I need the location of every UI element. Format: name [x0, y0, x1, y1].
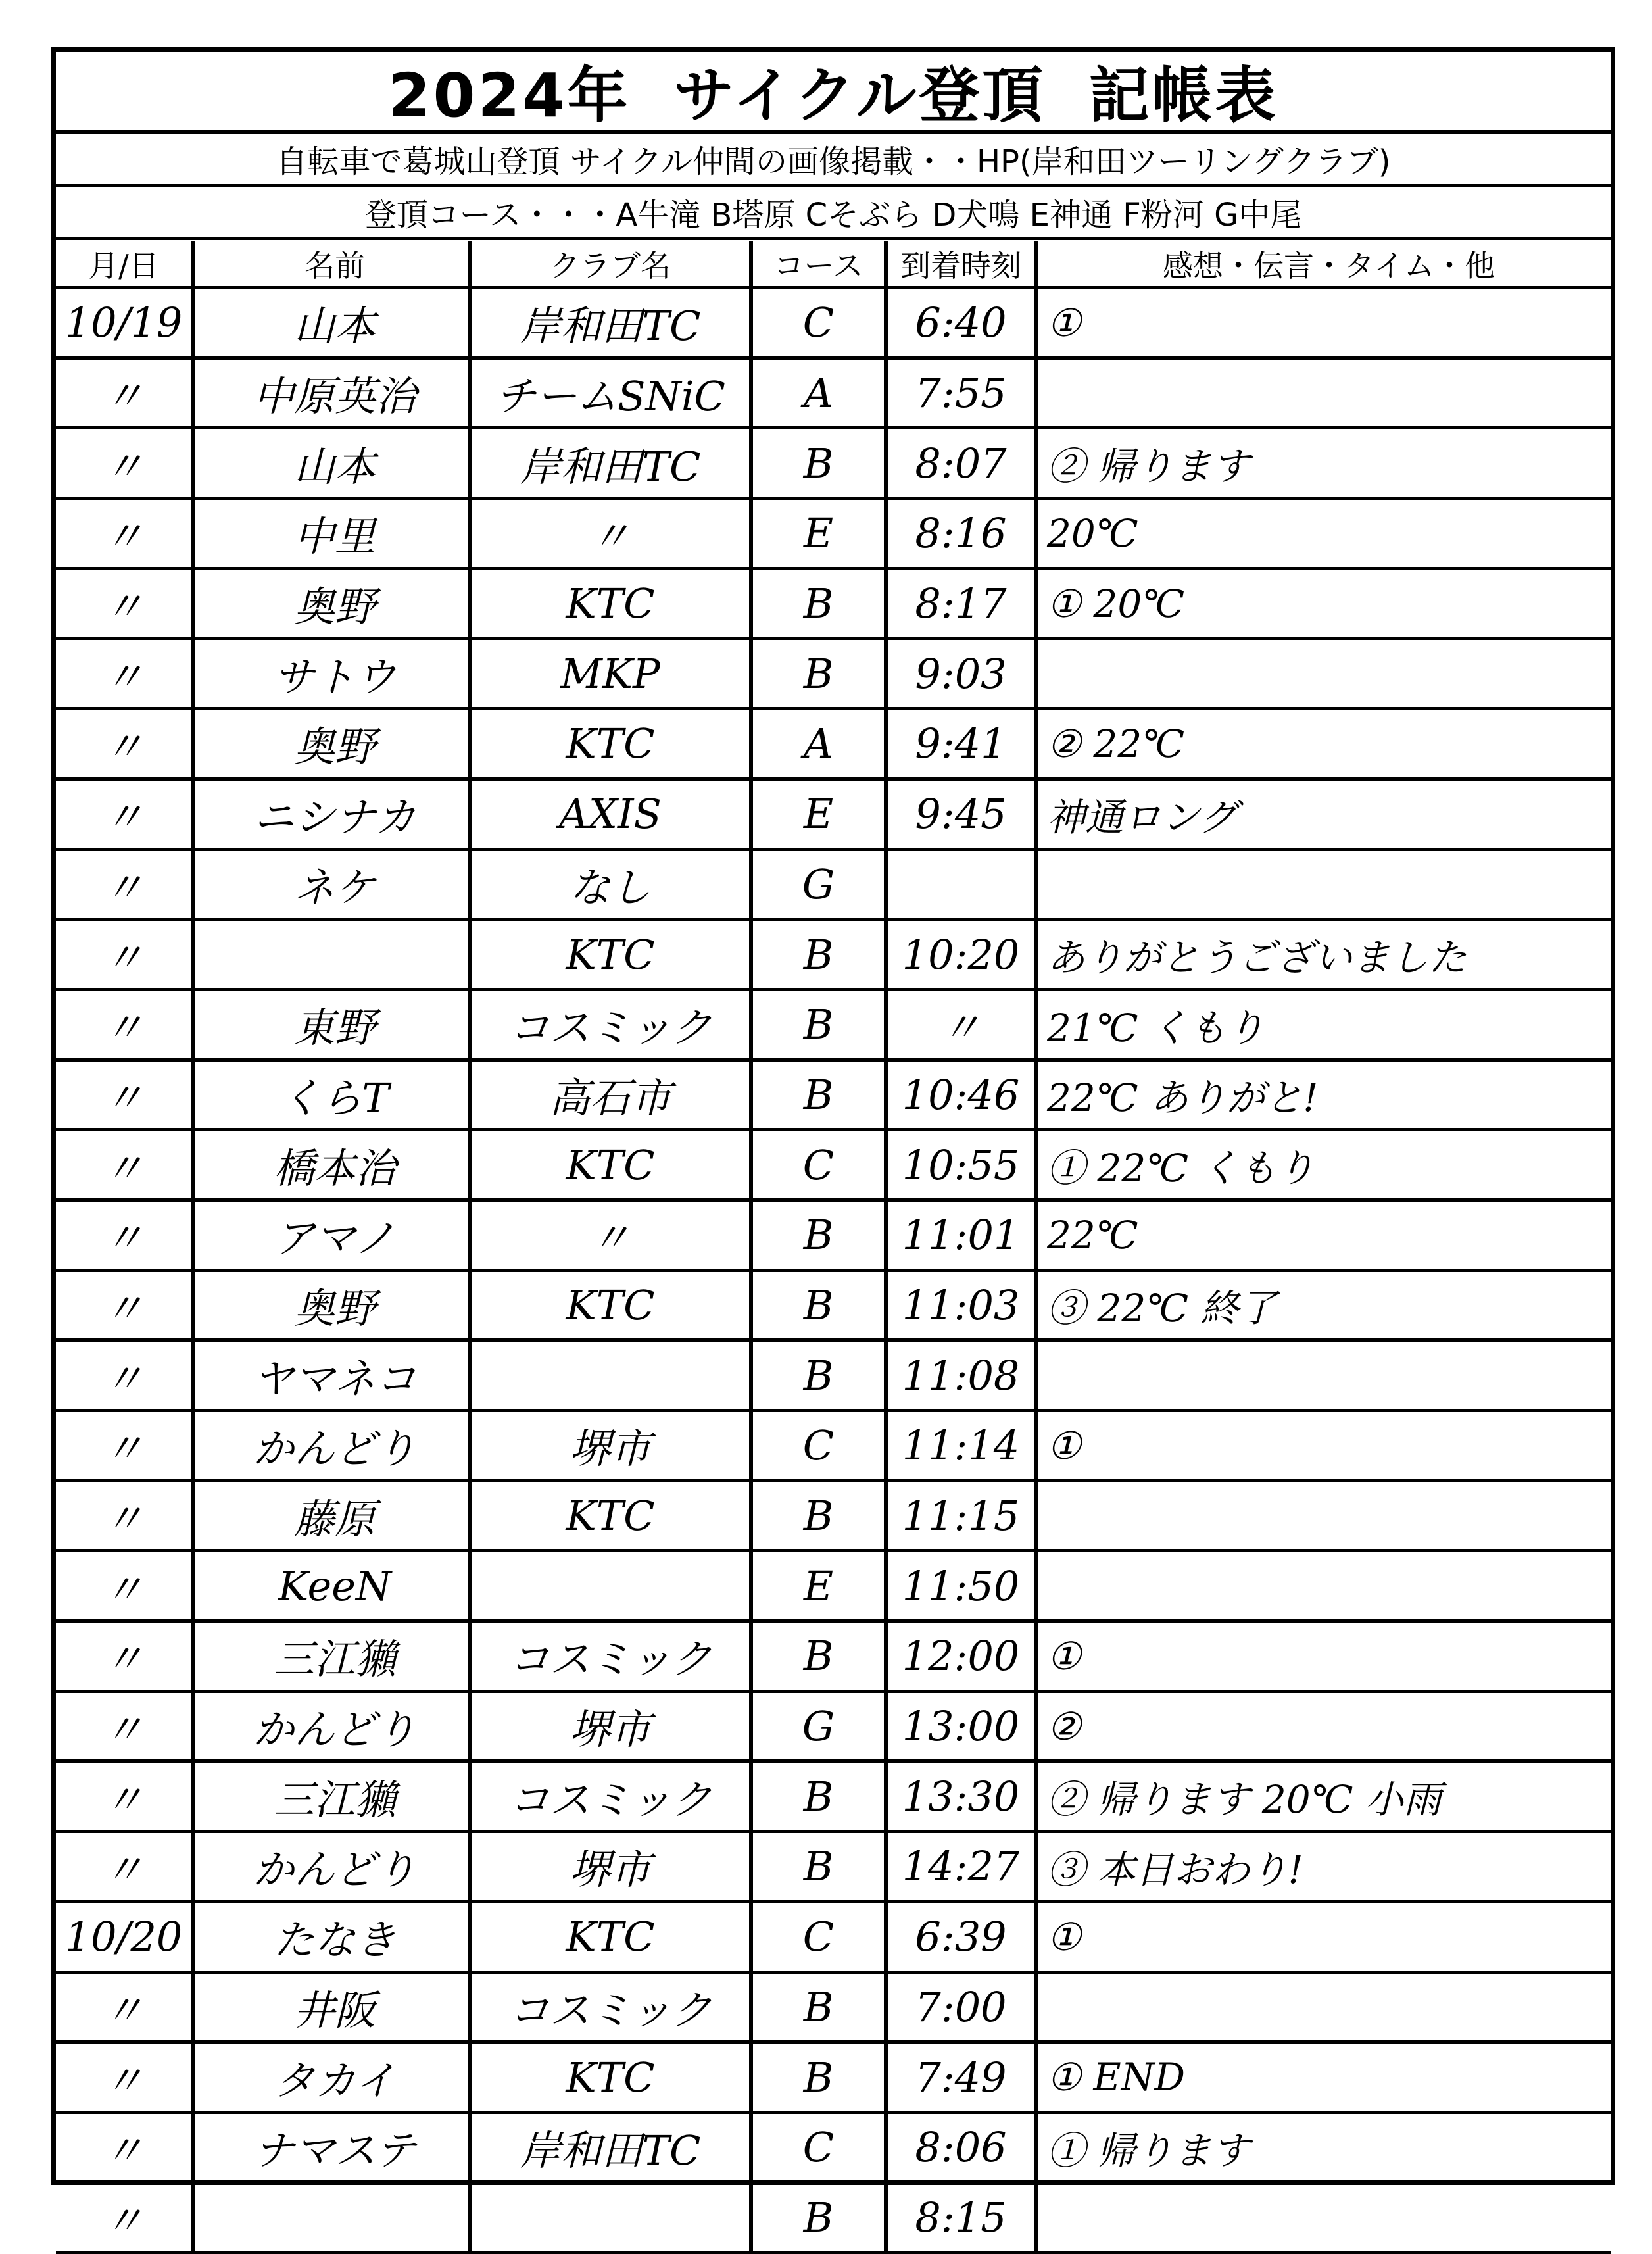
cell-time: 8:17 [888, 570, 1038, 637]
cell-note: 神通ロング [1047, 795, 1237, 840]
cell-club: KTC [472, 1482, 753, 1550]
table-row [56, 1552, 1611, 1623]
cell-name: 東野 [195, 991, 472, 1058]
table-row [56, 1974, 1611, 2044]
table-row [56, 1763, 1611, 1833]
cell-club: 岸和田TC [472, 289, 753, 356]
cell-name: ニシナカ [195, 781, 472, 848]
cell-note: ① 22℃ くもり [1047, 1146, 1315, 1191]
cell-name [195, 921, 472, 988]
cell-club: 堺市 [472, 1693, 753, 1760]
cell-course: A [753, 710, 888, 777]
cell-course: B [753, 429, 888, 497]
cell-date: 〃 [56, 1202, 195, 1269]
cell-name: ネケ [195, 851, 472, 918]
header-club: クラブ名 [472, 241, 753, 286]
cell-time: 7:00 [888, 1974, 1038, 2041]
cell-course: B [753, 570, 888, 637]
cell-time: 11:01 [888, 1202, 1038, 1269]
table-row [56, 500, 1611, 570]
cell-note: 22℃ ありがと! [1047, 1075, 1319, 1121]
table-row [56, 1482, 1611, 1553]
cell-course: B [753, 1202, 888, 1269]
cell-note [1038, 1974, 1611, 2041]
table-row [56, 781, 1611, 851]
cell-club: AXIS [472, 781, 753, 848]
cell-time: 7:49 [888, 2044, 1038, 2111]
cell-time: 11:50 [888, 1552, 1038, 1619]
cell-date: 〃 [56, 1412, 195, 1479]
cell-club: コスミック [472, 1974, 753, 2041]
cell-time: 8:15 [888, 2184, 1038, 2251]
cell-club [472, 1342, 753, 1409]
cell-course: E [753, 1552, 888, 1619]
cell-course: B [753, 1974, 888, 2041]
cell-note: ① END [1047, 2055, 1186, 2100]
cell-date: 〃 [56, 570, 195, 637]
table-row [56, 2044, 1611, 2114]
cell-note [1038, 1552, 1611, 1619]
cell-name: くらT [195, 1062, 472, 1129]
cell-club: KTC [472, 1903, 753, 1971]
cell-time: 11:14 [888, 1412, 1038, 1479]
cell-course: B [753, 1623, 888, 1690]
cell-club: コスミック [472, 991, 753, 1058]
cell-date: 〃 [56, 2114, 195, 2181]
table-row [56, 991, 1611, 1062]
cell-note [1038, 1342, 1611, 1409]
header-note: 感想・伝言・タイム・他 [1162, 247, 1495, 283]
cell-course: C [753, 1412, 888, 1479]
cell-club: コスミック [472, 1763, 753, 1830]
cell-date: 〃 [56, 1272, 195, 1339]
cell-time: 9:03 [888, 640, 1038, 707]
cell-course: B [753, 2184, 888, 2251]
cell-name: 藤原 [195, 1482, 472, 1550]
table-row [56, 1342, 1611, 1412]
cell-course: E [753, 781, 888, 848]
cell-date: 〃 [56, 500, 195, 567]
cell-course: A [753, 360, 888, 427]
cell-club: 〃 [472, 1202, 753, 1269]
cell-course: E [753, 500, 888, 567]
table-row [56, 1903, 1611, 1974]
cell-name: 奥野 [195, 710, 472, 777]
cell-note [1038, 1482, 1611, 1550]
cell-course: B [753, 640, 888, 707]
cell-time: 6:40 [888, 289, 1038, 356]
cell-date: 10/19 [56, 289, 195, 356]
cell-time: 13:30 [888, 1763, 1038, 1830]
cell-time: 13:00 [888, 1693, 1038, 1760]
cell-name: KeeN [195, 1552, 472, 1619]
cell-name: 奥野 [195, 570, 472, 637]
cell-note [1038, 2184, 1611, 2251]
cell-club: 〃 [472, 500, 753, 567]
cell-time: 9:41 [888, 710, 1038, 777]
cell-note: ① [1047, 1633, 1081, 1678]
cell-time: 9:45 [888, 781, 1038, 848]
log-table [56, 241, 1611, 2254]
table-row [56, 1833, 1611, 1903]
cell-date: 〃 [56, 640, 195, 707]
table-row [56, 2114, 1611, 2184]
cell-note: ② 22℃ [1047, 721, 1185, 766]
cell-date: 〃 [56, 1693, 195, 1760]
cell-date: 〃 [56, 781, 195, 848]
cell-note: ② 帰ります 20℃ 小雨 [1047, 1777, 1442, 1823]
cell-note [1038, 851, 1611, 918]
cell-time: 12:00 [888, 1623, 1038, 1690]
table-row [56, 360, 1611, 430]
table-row [56, 2184, 1611, 2254]
cell-course: B [753, 2044, 888, 2111]
cell-date: 〃 [56, 1482, 195, 1550]
course-legend: 登頂コース・・・A牛滝 B塔原 Cそぶら D犬鳴 E神通 F粉河 G中尾 [56, 187, 1611, 240]
cell-note: 21℃ くもり [1047, 1005, 1265, 1050]
cell-name: ヤマネコ [195, 1342, 472, 1409]
cell-date: 〃 [56, 1342, 195, 1409]
cell-name: かんどり [195, 1693, 472, 1760]
cell-name: 中原英治 [195, 360, 472, 427]
cell-note: ① [1047, 1423, 1081, 1468]
cell-course: G [753, 1693, 888, 1760]
cell-club: 岸和田TC [472, 2114, 753, 2181]
cell-club: KTC [472, 710, 753, 777]
cell-time: 11:08 [888, 1342, 1038, 1409]
cell-course: C [753, 1903, 888, 1971]
page-subtitle: 自転車で葛城山登頂 サイクル仲間の画像掲載・・HP(岸和田ツーリングクラブ) [56, 134, 1611, 187]
cell-name: 三江獺 [195, 1623, 472, 1690]
cell-note: ② 帰ります [1047, 444, 1250, 489]
table-row [56, 1062, 1611, 1132]
cell-course: B [753, 921, 888, 988]
cell-club: 高石市 [472, 1062, 753, 1129]
cell-date: 10/20 [56, 1903, 195, 1971]
cell-club: チームSNiC [472, 360, 753, 427]
cell-time: 7:55 [888, 360, 1038, 427]
table-row [56, 640, 1611, 710]
table-row [56, 1623, 1611, 1693]
cell-club: KTC [472, 2044, 753, 2111]
header-time: 到着時刻 [888, 241, 1038, 286]
cell-note [1038, 360, 1611, 427]
page-title: 2024年 サイクル登頂 記帳表 [56, 52, 1611, 134]
table-row [56, 710, 1611, 781]
cell-club: なし [472, 851, 753, 918]
cell-note: ① 帰ります [1047, 2128, 1250, 2173]
cell-name: 山本 [195, 289, 472, 356]
cell-name: 井阪 [195, 1974, 472, 2041]
table-row [56, 1131, 1611, 1202]
cell-note: ① [1047, 1914, 1081, 1959]
cell-club [472, 2184, 753, 2251]
cell-time: 10:46 [888, 1062, 1038, 1129]
cell-date: 〃 [56, 1763, 195, 1830]
cell-course: B [753, 1272, 888, 1339]
table-row [56, 921, 1611, 991]
logbook-sheet [51, 47, 1615, 2245]
header-name: 名前 [195, 241, 472, 286]
cell-club: コスミック [472, 1623, 753, 1690]
cell-name: 橋本治 [195, 1131, 472, 1198]
cell-time: 10:20 [888, 921, 1038, 988]
cell-date: 〃 [56, 1552, 195, 1619]
header-date: 月/日 [56, 241, 195, 286]
cell-course: B [753, 1833, 888, 1900]
cell-date: 〃 [56, 1623, 195, 1690]
cell-course: B [753, 991, 888, 1058]
cell-name: 中里 [195, 500, 472, 567]
cell-course: C [753, 289, 888, 356]
table-row [56, 570, 1611, 641]
cell-name: サトウ [195, 640, 472, 707]
table-row [56, 1272, 1611, 1342]
cell-time: 14:27 [888, 1833, 1038, 1900]
cell-time: 〃 [888, 991, 1038, 1058]
cell-club: KTC [472, 570, 753, 637]
cell-name: 山本 [195, 429, 472, 497]
cell-course: B [753, 1763, 888, 1830]
cell-time: 8:06 [888, 2114, 1038, 2181]
cell-club [472, 1552, 753, 1619]
cell-date: 〃 [56, 1974, 195, 2041]
cell-name: タカイ [195, 2044, 472, 2111]
cell-club: KTC [472, 921, 753, 988]
cell-date: 〃 [56, 710, 195, 777]
cell-name: かんどり [195, 1833, 472, 1900]
cell-name: ナマステ [195, 2114, 472, 2181]
cell-course: B [753, 1062, 888, 1129]
table-row [56, 429, 1611, 500]
cell-note: ありがとうございました [1047, 935, 1467, 981]
cell-date: 〃 [56, 429, 195, 497]
table-row [56, 851, 1611, 921]
cell-club: 堺市 [472, 1833, 753, 1900]
cell-time [888, 851, 1038, 918]
cell-date: 〃 [56, 1062, 195, 1129]
cell-club: MKP [472, 640, 753, 707]
cell-course: C [753, 2114, 888, 2181]
cell-note: ① [1047, 300, 1081, 345]
cell-date: 〃 [56, 2184, 195, 2251]
cell-date: 〃 [56, 2044, 195, 2111]
cell-date: 〃 [56, 851, 195, 918]
cell-note: ③ 本日おわり! [1047, 1847, 1303, 1892]
cell-note: ③ 22℃ 終了 [1047, 1286, 1277, 1331]
cell-course: G [753, 851, 888, 918]
cell-date: 〃 [56, 991, 195, 1058]
header-course: コース [753, 241, 888, 286]
cell-time: 11:15 [888, 1482, 1038, 1550]
cell-course: C [753, 1131, 888, 1198]
cell-club: KTC [472, 1131, 753, 1198]
cell-club: KTC [472, 1272, 753, 1339]
cell-time: 8:16 [888, 500, 1038, 567]
cell-club: 岸和田TC [472, 429, 753, 497]
table-row [56, 1412, 1611, 1482]
cell-time: 6:39 [888, 1903, 1038, 1971]
table-row [56, 1693, 1611, 1763]
cell-note [1038, 640, 1611, 707]
cell-time: 8:07 [888, 429, 1038, 497]
cell-course: B [753, 1342, 888, 1409]
cell-name [195, 2184, 472, 2251]
table-row [56, 1202, 1611, 1272]
cell-note: 22℃ [1047, 1212, 1138, 1258]
cell-name: かんどり [195, 1412, 472, 1479]
cell-date: 〃 [56, 360, 195, 427]
table-header-row [56, 241, 1611, 289]
cell-time: 11:03 [888, 1272, 1038, 1339]
cell-name: 奥野 [195, 1272, 472, 1339]
cell-note: ② [1047, 1703, 1081, 1749]
cell-date: 〃 [56, 1131, 195, 1198]
cell-time: 10:55 [888, 1131, 1038, 1198]
cell-date: 〃 [56, 921, 195, 988]
cell-course: B [753, 1482, 888, 1550]
cell-name: 三江獺 [195, 1763, 472, 1830]
table-row [56, 289, 1611, 360]
cell-name: たなき [195, 1903, 472, 1971]
cell-date: 〃 [56, 1833, 195, 1900]
cell-name: アマノ [195, 1202, 472, 1269]
cell-club: 堺市 [472, 1412, 753, 1479]
cell-note: 20℃ [1047, 510, 1138, 556]
cell-note: ① 20℃ [1047, 581, 1185, 626]
